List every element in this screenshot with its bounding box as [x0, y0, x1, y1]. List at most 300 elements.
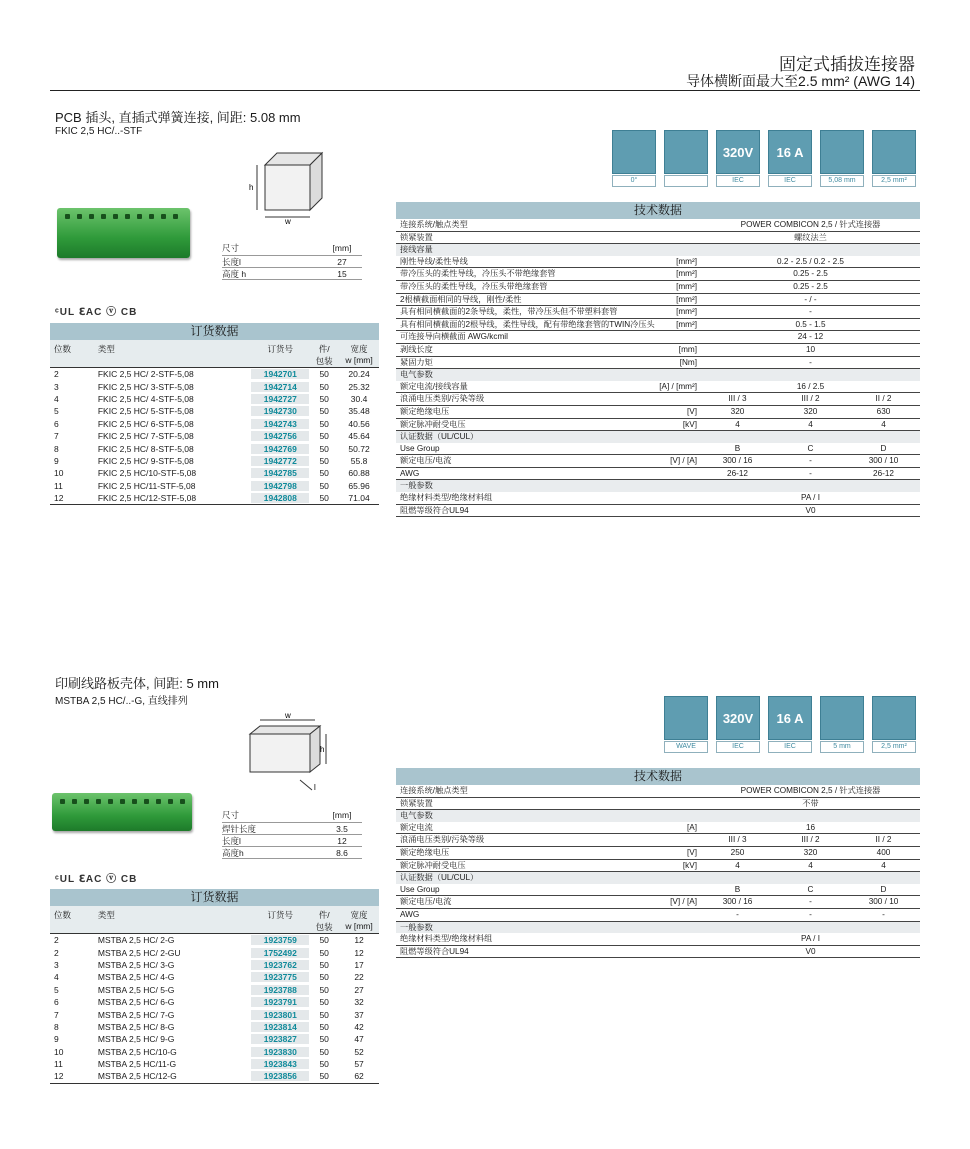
order-pos: 2	[54, 935, 59, 946]
order-pack: 50	[319, 393, 329, 404]
col-type: 类型	[97, 910, 115, 920]
tech-unit	[655, 244, 701, 256]
order-number-link[interactable]: 1923856	[251, 1071, 309, 1081]
tech-row	[396, 294, 920, 307]
tech-value: III / 3	[728, 835, 747, 845]
tech-row	[396, 884, 920, 897]
order-pos: 6	[54, 418, 59, 429]
feature-icon	[872, 130, 916, 187]
tech-unit	[655, 369, 701, 381]
product-photo-fkic	[57, 208, 190, 258]
feature-icon	[768, 130, 812, 187]
dims-value: 12	[337, 835, 347, 846]
tech-value: D	[880, 884, 887, 894]
order-width: 20.24	[348, 369, 370, 380]
order-number-link[interactable]: 1942714	[251, 382, 309, 392]
tech-label: 剥线长度	[400, 344, 433, 354]
tech-row	[396, 847, 920, 860]
order-number-link[interactable]: 1923775	[251, 972, 309, 982]
order-pack: 50	[319, 493, 329, 504]
order-number-link[interactable]: 1923788	[251, 985, 309, 995]
tech-row	[396, 822, 920, 835]
tech-label: 额定脉冲耐受电压	[400, 419, 466, 429]
feature-icon-graphic: 16 A	[768, 130, 812, 174]
tech-value: 26-12	[727, 468, 748, 478]
tech-unit	[655, 393, 701, 405]
order-number-link[interactable]: 1942730	[251, 406, 309, 416]
tech-unit: [V]	[686, 406, 697, 416]
tech-group-row	[396, 480, 920, 492]
tech-unit	[655, 933, 701, 945]
tech-value: POWER COMBICON 2,5 / 针式连接器	[740, 786, 881, 795]
tech-values	[701, 443, 920, 455]
order-width: 12	[354, 935, 364, 946]
order-pos: 12	[54, 1071, 64, 1082]
dims-value: 3.5	[336, 823, 348, 834]
tech-value: 0.25 - 2.5	[793, 269, 828, 279]
tech-value	[701, 810, 920, 822]
feature-icons-mstba	[664, 696, 916, 753]
svg-text:w: w	[285, 712, 291, 720]
order-row	[50, 959, 379, 971]
tech-label: 紧固力矩	[400, 357, 433, 367]
tech-unit	[655, 798, 701, 810]
tech-label: 额定电压/电流	[400, 897, 452, 907]
tech-value: 4	[735, 419, 740, 429]
tech-label: 阻燃等级符合UL94	[400, 505, 469, 515]
tech-row	[396, 219, 920, 232]
tech-row	[396, 281, 920, 294]
order-type: FKIC 2,5 HC/11-STF-5,08	[97, 480, 196, 491]
col-order: 订货号	[267, 344, 294, 354]
tech-values	[701, 847, 920, 859]
tech-value: III / 2	[801, 835, 820, 845]
order-pack: 50	[319, 1059, 329, 1070]
feature-icon-caption: 5 mm	[820, 741, 864, 753]
feature-icon	[664, 696, 708, 753]
tech-unit	[655, 431, 701, 443]
dims-header-unit: [mm]	[332, 810, 352, 820]
order-width: 62	[354, 1071, 364, 1082]
tech-label: 绝缘材料类型/绝缘材料组	[400, 934, 493, 944]
tech-value: 320	[803, 847, 818, 857]
order-number-link[interactable]: 1923827	[251, 1034, 309, 1044]
feature-icon	[768, 696, 812, 753]
tech-value: POWER COMBICON 2,5 / 针式连接器	[740, 220, 881, 229]
tech-unit	[655, 922, 701, 934]
order-pos: 7	[54, 431, 59, 442]
tech-value	[701, 431, 920, 443]
order-row	[50, 984, 379, 996]
order-type: FKIC 2,5 HC/ 7-STF-5,08	[97, 431, 194, 442]
tech-value: II / 2	[875, 394, 892, 404]
tech-label: 一般参数	[400, 922, 433, 932]
tech-values	[701, 909, 920, 921]
order-row	[50, 430, 379, 442]
tech-unit	[655, 443, 701, 455]
order-type: MSTBA 2,5 HC/ 2-GU	[97, 947, 181, 958]
tech-label: 具有相同横截面的2条导线，柔性，带冷压头但不带塑料套管	[400, 307, 618, 317]
feature-icon	[872, 696, 916, 753]
tech-unit	[655, 219, 701, 231]
order-pos: 11	[54, 1059, 63, 1070]
tech-label: 认证数据（UL/CUL）	[400, 873, 479, 883]
tech-value: 320	[730, 406, 745, 416]
tech-value: 10	[805, 344, 816, 354]
section2-subtitle: MSTBA 2,5 HC/..-G, 直线排列	[55, 696, 188, 707]
order-row	[50, 1046, 379, 1058]
tech-unit	[655, 331, 701, 343]
order-table-fkic	[50, 323, 379, 505]
order-table-title: 订货数据	[50, 323, 379, 340]
order-type: FKIC 2,5 HC/ 8-STF-5,08	[97, 443, 194, 454]
tech-label: 具有相同横截面的2根导线，柔性导线，配有带绝缘套管的TWIN冷压头	[400, 319, 655, 329]
order-pos: 4	[54, 972, 59, 983]
order-width: 55.8	[350, 455, 368, 466]
tech-unit	[655, 468, 701, 480]
order-row	[50, 380, 379, 392]
tech-label: Use Group	[400, 884, 440, 894]
tech-values	[701, 406, 920, 418]
order-row	[50, 368, 379, 380]
tech-label: 电气参数	[400, 370, 433, 380]
tech-value: D	[880, 443, 887, 453]
order-number-link[interactable]: 1923843	[251, 1059, 309, 1069]
tech-label: 额定电流/接线容量	[400, 381, 468, 391]
dims-value: 8.6	[336, 847, 348, 858]
tech-values	[701, 860, 920, 872]
tech-row	[396, 909, 920, 922]
header-divider	[50, 90, 920, 91]
order-pos: 10	[54, 1046, 64, 1057]
tech-value: B	[734, 443, 741, 453]
tech-value: 螺纹法兰	[794, 232, 827, 242]
tech-label: 额定绝缘电压	[400, 406, 450, 416]
order-number-link[interactable]: 1942743	[251, 419, 309, 429]
tech-label: Use Group	[400, 443, 440, 453]
section2-title: 印刷线路板壳体, 间距: 5 mm	[55, 676, 219, 691]
tech-row	[396, 468, 920, 481]
tech-value: -	[882, 909, 885, 919]
order-width: 37	[354, 1009, 364, 1020]
order-pack: 50	[319, 935, 329, 946]
feature-icon	[820, 130, 864, 187]
feature-icon-graphic: 16 A	[768, 696, 812, 740]
order-number-link[interactable]: 1923759	[251, 935, 309, 945]
feature-icon	[820, 696, 864, 753]
dims-label: 焊针长度	[222, 823, 257, 834]
order-number-link[interactable]: 1923791	[251, 997, 309, 1007]
order-number-link[interactable]: 1923762	[251, 960, 309, 970]
tech-row	[396, 232, 920, 245]
order-pos: 9	[54, 1034, 59, 1045]
tech-value: II / 2	[875, 835, 892, 845]
certification-marks: ᶜUL ℇAC ⓥ CB	[55, 874, 138, 885]
tech-value: 4	[808, 419, 813, 429]
tech-label: 额定脉冲耐受电压	[400, 860, 466, 870]
order-table-title: 订货数据	[50, 889, 379, 906]
feature-icon-caption	[664, 175, 708, 187]
tech-value: 26-12	[873, 468, 894, 478]
tech-label: 连接系统/触点类型	[400, 786, 468, 795]
tech-values	[701, 834, 920, 846]
tech-row	[396, 505, 920, 518]
tech-label: AWG	[400, 468, 420, 478]
order-type: MSTBA 2,5 HC/ 7-G	[97, 1009, 175, 1020]
tech-label: 带冷压头的柔性导线，冷压头不带绝缘套管	[400, 269, 556, 279]
tech-value: 250	[730, 847, 745, 857]
order-width: 25.32	[348, 381, 370, 392]
tech-value	[701, 480, 920, 492]
order-pos: 2	[54, 369, 59, 380]
feature-icon-caption: IEC	[716, 741, 760, 753]
order-number-link[interactable]: 1942727	[251, 394, 309, 404]
tech-value: PA / I	[801, 934, 820, 944]
feature-icon-caption: 2,5 mm²	[872, 175, 916, 187]
tech-value: III / 3	[728, 394, 747, 404]
order-pack: 50	[319, 1009, 329, 1020]
order-pos: 5	[54, 984, 59, 995]
order-number-link[interactable]: 1923801	[251, 1010, 309, 1020]
tech-label: 认证数据（UL/CUL）	[400, 432, 479, 442]
tech-table-title: 技术数据	[396, 768, 920, 785]
feature-icon-graphic: 320V	[716, 130, 760, 174]
order-pos: 4	[54, 393, 59, 404]
col-pack-line2: 包装	[315, 922, 333, 932]
tech-value: V0	[805, 946, 816, 956]
tech-unit	[655, 785, 701, 797]
tech-label: 锁紧装置	[400, 798, 433, 808]
feature-icons-fkic	[612, 130, 916, 187]
order-pos: 9	[54, 455, 59, 466]
order-pos: 2	[54, 947, 59, 958]
tech-unit	[655, 884, 701, 896]
feature-icon-graphic	[664, 696, 708, 740]
tech-value: 400	[876, 847, 891, 857]
order-width: 50.72	[348, 443, 370, 454]
order-pack: 50	[319, 1034, 329, 1045]
tech-group-row	[396, 244, 920, 256]
tech-unit	[655, 505, 701, 517]
order-width: 47	[354, 1034, 364, 1045]
tech-unit: [mm²]	[676, 294, 697, 304]
tech-value: 0.2 - 2.5 / 0.2 - 2.5	[777, 256, 844, 266]
tech-row	[396, 406, 920, 419]
col-type: 类型	[97, 344, 115, 354]
order-type: FKIC 2,5 HC/ 4-STF-5,08	[97, 393, 194, 404]
tech-unit: [mm²]	[676, 281, 697, 291]
tech-value	[701, 872, 920, 884]
order-row	[50, 405, 379, 417]
tech-label: 2根横截面相同的导线，刚性/柔性	[400, 294, 522, 304]
order-row	[50, 971, 379, 983]
order-pack: 50	[319, 455, 329, 466]
order-type: FKIC 2,5 HC/ 9-STF-5,08	[97, 455, 194, 466]
tech-value: 16	[805, 822, 816, 832]
order-number-link[interactable]: 1942772	[251, 456, 309, 466]
order-pack: 50	[319, 369, 329, 380]
feature-icon-graphic	[872, 130, 916, 174]
order-pack: 50	[319, 972, 329, 983]
tech-unit	[655, 909, 701, 921]
feature-icon-caption: IEC	[716, 175, 760, 187]
col-order: 订货号	[267, 910, 294, 920]
dimension-drawing-mstba	[240, 712, 335, 792]
order-pack: 50	[319, 947, 329, 958]
tech-label: 阻燃等级符合UL94	[400, 946, 469, 956]
col-width-line2: w [mm]	[345, 355, 373, 365]
tech-row	[396, 381, 920, 394]
order-width: 60.88	[348, 468, 370, 479]
order-pack: 50	[319, 997, 329, 1008]
order-row	[50, 418, 379, 430]
tech-value: -	[809, 456, 812, 466]
order-number-link[interactable]: 1942798	[251, 481, 309, 491]
tech-label: 浪涌电压类别/污染等级	[400, 835, 485, 845]
tech-value: -	[809, 468, 812, 478]
feature-icon	[716, 130, 760, 187]
order-width: 65.96	[348, 480, 370, 491]
tech-label: 刚性导线/柔性导线	[400, 256, 468, 266]
feature-icon	[612, 130, 656, 187]
order-width: 45.64	[348, 431, 370, 442]
tech-value: -	[809, 897, 812, 907]
tech-unit: [mm²]	[676, 256, 697, 266]
tech-unit	[655, 480, 701, 492]
order-number-link[interactable]: 1923814	[251, 1022, 309, 1032]
order-type: FKIC 2,5 HC/ 5-STF-5,08	[97, 406, 194, 417]
order-type: MSTBA 2,5 HC/12-G	[97, 1071, 177, 1082]
col-pack-line1: 件/	[318, 910, 330, 920]
order-number-link[interactable]: 1942701	[251, 369, 309, 379]
tech-value: -	[809, 307, 812, 317]
tech-label: 一般参数	[400, 481, 433, 491]
tech-group-row	[396, 369, 920, 381]
svg-text:h: h	[320, 745, 325, 754]
order-pos: 6	[54, 997, 59, 1008]
feature-icon-caption: 2,5 mm²	[872, 741, 916, 753]
order-pack: 50	[319, 381, 329, 392]
order-number-link[interactable]: 1752492	[251, 948, 309, 958]
order-type: MSTBA 2,5 HC/ 2-G	[97, 935, 175, 946]
order-type: MSTBA 2,5 HC/10-G	[97, 1046, 177, 1057]
feature-icon-caption: WAVE	[664, 741, 708, 753]
order-pos: 7	[54, 1009, 59, 1020]
tech-value: 4	[881, 860, 886, 870]
section1-title: PCB 插头, 直插式弹簧连接, 间距: 5.08 mm	[55, 110, 301, 125]
tech-value: -	[809, 909, 812, 919]
tech-value: 4	[735, 860, 740, 870]
order-row	[50, 934, 379, 946]
tech-value: PA / I	[801, 493, 820, 503]
tech-values	[701, 468, 920, 480]
tech-value: V0	[805, 505, 816, 515]
tech-row	[396, 933, 920, 946]
tech-label: 锁紧装置	[400, 232, 433, 242]
order-number-link[interactable]: 1942808	[251, 493, 309, 503]
tech-label: 额定电流	[400, 822, 433, 832]
tech-label: 额定绝缘电压	[400, 847, 450, 857]
tech-value: 300 / 10	[868, 456, 899, 466]
tech-label: 额定电压/电流	[400, 456, 452, 466]
tech-row	[396, 798, 920, 811]
order-pos: 12	[54, 493, 64, 504]
tech-unit: [V] / [A]	[670, 456, 697, 466]
tech-row	[396, 834, 920, 847]
order-type: MSTBA 2,5 HC/11-G	[97, 1059, 177, 1070]
tech-value: III / 2	[801, 394, 820, 404]
order-pack: 50	[319, 1046, 329, 1057]
order-pack: 50	[319, 406, 329, 417]
feature-icon-graphic	[820, 130, 864, 174]
order-number-link[interactable]: 1942756	[251, 431, 309, 441]
tech-value	[701, 369, 920, 381]
feature-icon-caption: 0°	[612, 175, 656, 187]
order-type: MSTBA 2,5 HC/ 4-G	[97, 972, 175, 983]
order-table-mstba	[50, 889, 379, 1084]
tech-group-row	[396, 431, 920, 443]
tech-row	[396, 443, 920, 456]
order-pack: 50	[319, 480, 329, 491]
tech-value: 24 - 12	[797, 332, 824, 342]
tech-unit: [mm]	[678, 344, 697, 354]
tech-unit	[655, 492, 701, 504]
order-number-link[interactable]: 1923830	[251, 1047, 309, 1057]
order-number-link[interactable]: 1942769	[251, 444, 309, 454]
order-pack: 50	[319, 418, 329, 429]
svg-text:h: h	[249, 183, 254, 192]
tech-value: C	[807, 443, 814, 453]
dims-header-label: 尺寸	[222, 810, 240, 820]
tech-row	[396, 419, 920, 432]
order-pack: 50	[319, 431, 329, 442]
order-type: FKIC 2,5 HC/ 6-STF-5,08	[97, 418, 194, 429]
tech-value: 300 / 10	[868, 897, 899, 907]
order-type: FKIC 2,5 HC/10-STF-5,08	[97, 468, 197, 479]
order-row	[50, 1008, 379, 1020]
order-number-link[interactable]: 1942785	[251, 468, 309, 478]
tech-label: 接线容量	[400, 245, 433, 255]
tech-value: 300 / 16	[722, 456, 753, 466]
order-row	[50, 442, 379, 454]
tech-row	[396, 268, 920, 281]
svg-text:l: l	[314, 783, 316, 792]
order-width: 12	[354, 947, 364, 958]
feature-icon-graphic	[872, 696, 916, 740]
tech-table-fkic	[396, 202, 920, 517]
tech-row	[396, 896, 920, 909]
tech-unit: [Nm]	[679, 357, 697, 367]
order-row	[50, 996, 379, 1008]
order-pack: 50	[319, 1071, 329, 1082]
tech-values	[701, 455, 920, 467]
order-width: 57	[354, 1059, 364, 1070]
col-width-line1: 宽度	[350, 344, 368, 354]
tech-row	[396, 455, 920, 468]
tech-label: AWG	[400, 909, 420, 919]
tech-value: - / -	[804, 294, 817, 304]
tech-table-mstba	[396, 768, 920, 958]
order-row	[50, 1021, 379, 1033]
section1-subtitle: FKIC 2,5 HC/..-STF	[55, 126, 143, 137]
order-type: FKIC 2,5 HC/12-STF-5,08	[97, 493, 197, 504]
order-pack: 50	[319, 1021, 329, 1032]
col-pack-line2: 包装	[315, 356, 333, 366]
order-width: 71.04	[348, 493, 370, 504]
tech-label: 绝缘材料类型/绝缘材料组	[400, 493, 493, 503]
dims-header-unit: [mm]	[332, 243, 352, 253]
tech-value: 16 / 2.5	[796, 381, 825, 391]
